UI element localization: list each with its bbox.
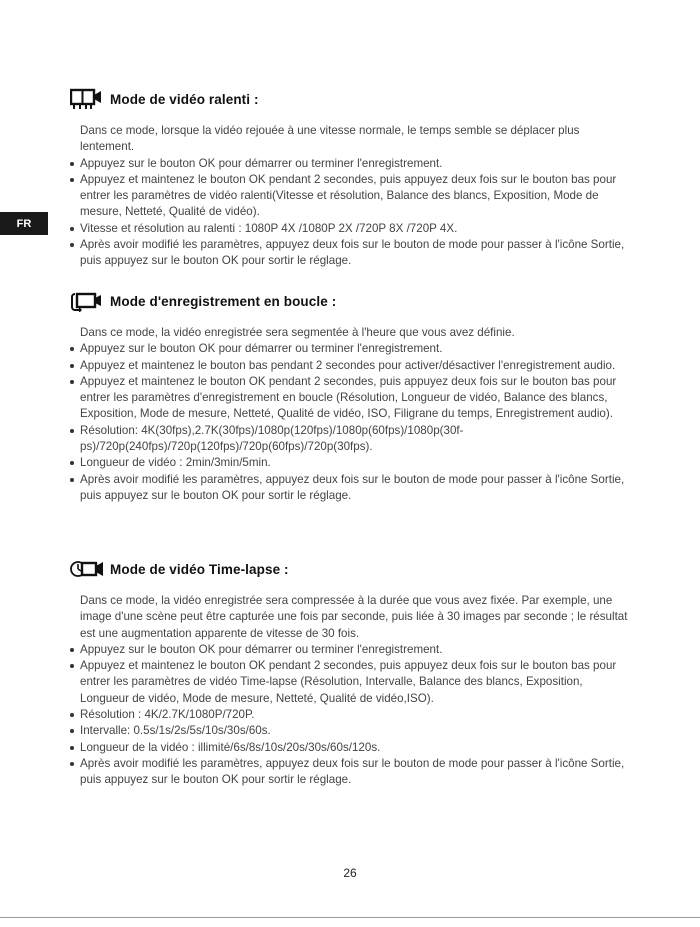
bullet-list xyxy=(70,156,630,270)
section-slow-motion xyxy=(70,88,630,270)
bullet-item: Résolution: 4K(30fps),2.7K(30fps)/1080p(120fps)/1080p(60fps)/1080p(30f-ps)/720p(240fps)/720p(120fps)/720p(60fps)/720p(30fps). xyxy=(70,423,630,456)
bullet-item: Après avoir modifié les paramètres, appuyez deux fois sur le bouton de mode pour passer à l'icône Sortie, puis appuyez sur le bouton OK pour sortir le réglage. xyxy=(70,237,630,270)
bullet-item: Appuyez et maintenez le bouton OK pendant 2 secondes, puis appuyez deux fois sur le bouton bas pour entrer les paramètres de vidéo ralenti(Vitesse et résolution, Balance des blancs, Exposition, Mode de mesure, Netteté, Qualité de vidéo). xyxy=(70,172,630,221)
section-heading xyxy=(70,88,630,110)
section-title: Mode d'enregistrement en boucle : xyxy=(110,293,337,309)
loop-recording-icon xyxy=(70,290,102,312)
section-heading xyxy=(70,290,630,312)
bullet-item: Appuyez sur le bouton OK pour démarrer ou terminer l'enregistrement. xyxy=(70,642,630,658)
bullet-item: Résolution : 4K/2.7K/1080P/720P. xyxy=(70,707,630,723)
bullet-item: Longueur de la vidéo : illimité/6s/8s/10s/20s/30s/60s/120s. xyxy=(70,740,630,756)
section-title: Mode de vidéo Time-lapse : xyxy=(110,561,289,577)
footer-divider xyxy=(0,917,700,918)
section-intro: Dans ce mode, la vidéo enregistrée sera segmentée à l'heure que vous avez définie. xyxy=(80,326,515,339)
section-body xyxy=(70,325,630,504)
bullet-item: Après avoir modifié les paramètres, appuyez deux fois sur le bouton de mode pour passer à l'icône Sortie, puis appuyez sur le bouton OK pour sortir le réglage. xyxy=(70,472,630,505)
bullet-item: Appuyez et maintenez le bouton bas pendant 2 secondes pour activer/désactiver l'enregistrement audio. xyxy=(70,358,630,374)
section-body xyxy=(70,123,630,270)
section-title: Mode de vidéo ralenti : xyxy=(110,91,259,107)
bullet-item: Après avoir modifié les paramètres, appuyez deux fois sur le bouton de mode pour passer à l'icône Sortie, puis appuyez sur le bouton OK pour sortir le réglage. xyxy=(70,756,630,789)
bullet-item: Appuyez sur le bouton OK pour démarrer ou terminer l'enregistrement. xyxy=(70,156,630,172)
section-intro: Dans ce mode, la vidéo enregistrée sera compressée à la durée que vous avez fixée. Par exemple, une image d'une scène peut être capturée une fois par seconde, puis liée à 30 images par seconde ; le résultat est une augmentation apparente de vitesse de 30 fois. xyxy=(80,594,628,640)
bullet-item: Vitesse et résolution au ralenti : 1080P 4X /1080P 2X /720P 8X /720P 4X. xyxy=(70,221,630,237)
bullet-item: Appuyez et maintenez le bouton OK pendant 2 secondes, puis appuyez deux fois sur le bouton bas pour entrer les paramètres d'enregistrement en boucle (Résolution, Longueur de vidéo, Balance des blancs, Exposition, Mode de mesure, Netteté, Qualité de vidéo, ISO, Filigrane du temps, Enregistrement audio). xyxy=(70,374,630,423)
bullet-item: Appuyez et maintenez le bouton OK pendant 2 secondes, puis appuyez deux fois sur le bouton bas pour entrer les paramètres de vidéo Time-lapse (Résolution, Intervalle, Balance des blancs, Exposition, Longueur de vidéo, Mode de mesure, Netteté, Qualité de vidéo,ISO). xyxy=(70,658,630,707)
slow-motion-video-icon xyxy=(70,88,102,110)
section-loop-recording xyxy=(70,290,630,504)
language-tab: FR xyxy=(0,212,48,235)
section-heading xyxy=(70,558,630,580)
bullet-list xyxy=(70,642,630,789)
bullet-item: Longueur de vidéo : 2min/3min/5min. xyxy=(70,455,630,471)
bullet-item: Intervalle: 0.5s/1s/2s/5s/10s/30s/60s. xyxy=(70,723,630,739)
section-intro: Dans ce mode, lorsque la vidéo rejouée à une vitesse normale, le temps semble se déplacer plus lentement. xyxy=(80,124,580,154)
page-number: 26 xyxy=(343,866,357,880)
section-body xyxy=(70,593,630,789)
bullet-list xyxy=(70,341,630,504)
bullet-item: Appuyez sur le bouton OK pour démarrer ou terminer l'enregistrement. xyxy=(70,341,630,357)
section-time-lapse xyxy=(70,558,630,789)
time-lapse-video-icon xyxy=(70,558,102,580)
